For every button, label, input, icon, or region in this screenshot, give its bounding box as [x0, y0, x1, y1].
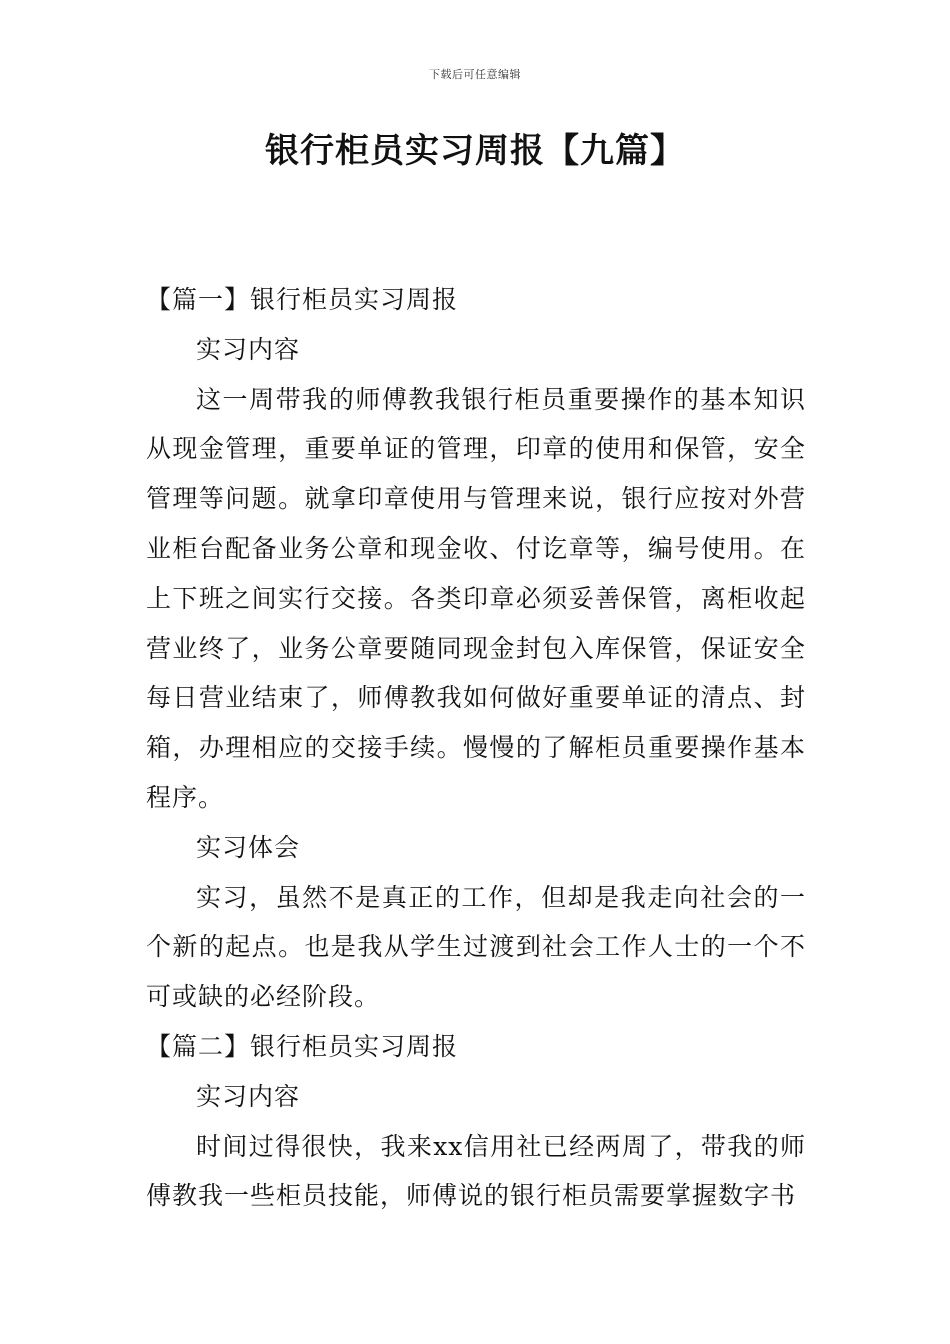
body-paragraph: 实习，虽然不是真正的工作，但却是我走向社会的一个新的起点。也是我从学生过渡到社会工作人士的一个不可或缺的必经阶段。 — [146, 882, 806, 1012]
header-note: 下载后可任意编辑 — [429, 68, 521, 81]
section-heading: 【篇二】银行柜员实习周报 — [146, 1031, 459, 1061]
body-paragraph: 时间过得很快，我来xx信用社已经两周了，带我的师傅教我一些柜员技能，师傅说的银行柜员需要掌握数字书 — [146, 1131, 806, 1211]
subsection-heading: 实习体会 — [196, 832, 301, 862]
subsection-heading: 实习内容 — [196, 1081, 301, 1111]
section-heading: 【篇一】银行柜员实习周报 — [146, 285, 459, 314]
document-title: 银行柜员实习周报【九篇】 — [265, 131, 685, 171]
document-body — [146, 275, 806, 1221]
body-paragraph: 这一周带我的师傅教我银行柜员重要操作的基本知识从现金管理，重要单证的管理，印章的使用和保管，安全管理等问题。就拿印章使用与管理来说，银行应按对外营业柜台配备业务公章和现金收、付讫章等，编号使用。在上下班之间实行交接。各类印章必须妥善保管，离柜收起营业终了，业务公章要随同现金封包入库保管，保证安全每日营业结束了，师傅教我如何做好重要单证的清点、封箱，办理相应的交接手续。慢慢的了解柜员重要操作基本程序。 — [146, 384, 806, 812]
subsection-heading: 实习内容 — [196, 334, 301, 364]
